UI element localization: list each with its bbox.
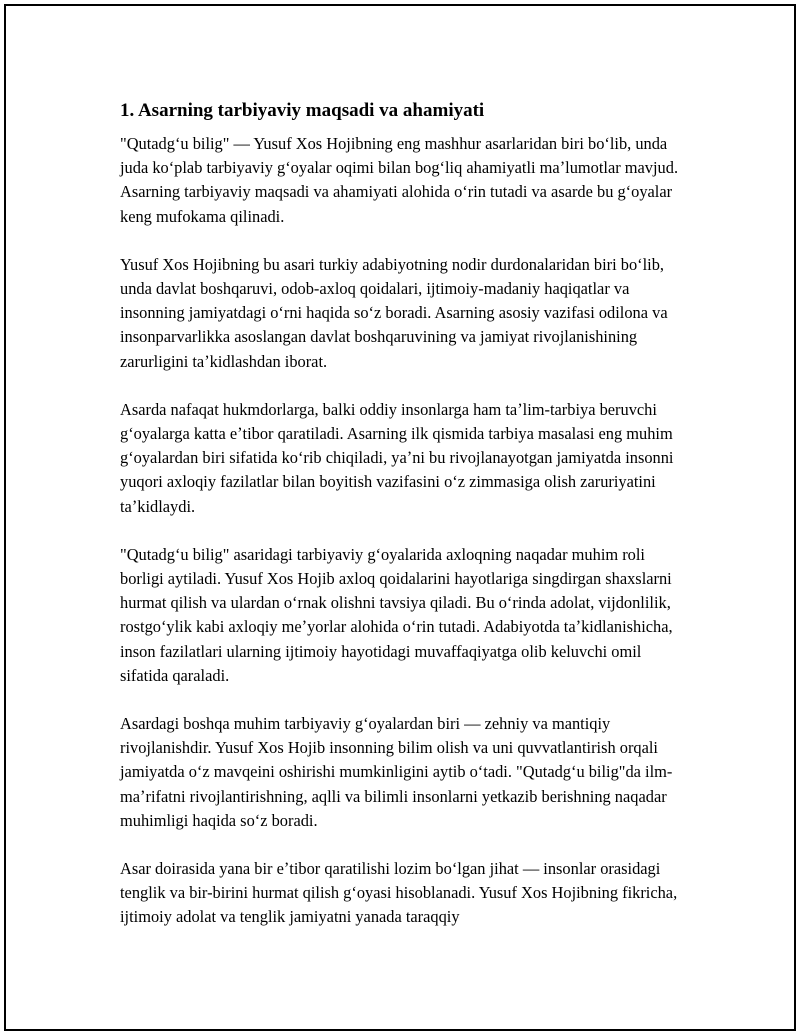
page-frame <box>4 4 796 1031</box>
paragraph: Asarda nafaqat hukmdorlarga, balki oddiy insonlarga ham taʼlim-tarbiya beruvchi gʻoyalarga katta eʼtibor qaratiladi. Asarning ilk qismida tarbiya masalasi eng muhim gʻoyalardan biri sifatida koʻrib chiqiladi, yaʼni bu rivojlanayotgan jamiyatda insonni yuqori axloqiy fazilatlar bilan boyitish vazifasini oʻz zimmasiga olish zaruriyatini taʼkidlaydi. <box>120 399 674 516</box>
paragraph: Yusuf Xos Hojibning bu asari turkiy adabiyotning nodir durdonalaridan biri boʻlib, unda davlat boshqaruvi, odob-axloq qoidalari, ijtimoiy-madaniy haqiqatlar va insonning jamiyatdagi oʻrni haqida soʻz boradi. Asarning asosiy vazifasi odilona va insonparvarlikka asoslangan davlat boshqaruvining va jamiyat rivojlanishining zarurligini taʼkidlashdan iborat. <box>120 254 668 371</box>
document-body <box>120 98 690 930</box>
paragraph: "Qutadgʻu bilig" — Yusuf Xos Hojibning eng mashhur asarlaridan biri boʻlib, unda juda koʻplab tarbiyaviy gʻoyalar oqimi bilan bogʻliq ahamiyatli maʼlumotlar mavjud. Asarning tarbiyaviy maqsadi va ahamiyati alohida oʻrin tutadi va asarde bu gʻoyalar keng mufokama qilinadi. <box>120 134 679 226</box>
paragraph: Asardagi boshqa muhim tarbiyaviy gʻoyalardan biri — zehniy va mantiqiy rivojlanishdir. Yusuf Xos Hojib insonning bilim olish va uni quvvatlantirish orqali jamiyatda oʻz mavqeini oshirishi mumkinligini aytib oʻtadi. "Qutadgʻu bilig"da ilm-maʼrifatni rivojlantirishning, aqlli va bilimli insonlarni yetkazib berishning naqadar muhimligi haqida soʻz boradi. <box>120 714 673 830</box>
paragraph: "Qutadgʻu bilig" asaridagi tarbiyaviy gʻoyalarida axloqning naqadar muhim roli borligi aytiladi. Yusuf Xos Hojib axloq qoidalarini hayotlariga singdirgan shaxslarni hurmat qilish va ulardan oʻrnak olishni tavsiya qiladi. Bu oʻrinda adolat, vijdonlilik, rostgoʻylik kabi axloqiy meʼyorlar alohida oʻrin tutadi. Adabiyotda taʼkidlanishicha, inson fazilatlari ularning ijtimoiy hayotidagi muvaffaqiyatga olib keluvchi omil sifatida qaraladi. <box>120 544 673 685</box>
paragraph: Asar doirasida yana bir eʼtibor qaratilishi lozim boʻlgan jihat — insonlar orasidagi tenglik va bir-birini hurmat qilish gʻoyasi hisoblanadi. Yusuf Xos Hojibning fikricha, ijtimoiy adolat va tenglik jamiyatni yanada taraqqiy <box>120 859 678 927</box>
section-heading: 1. Asarning tarbiyaviy maqsadi va ahamiyati <box>120 100 485 121</box>
